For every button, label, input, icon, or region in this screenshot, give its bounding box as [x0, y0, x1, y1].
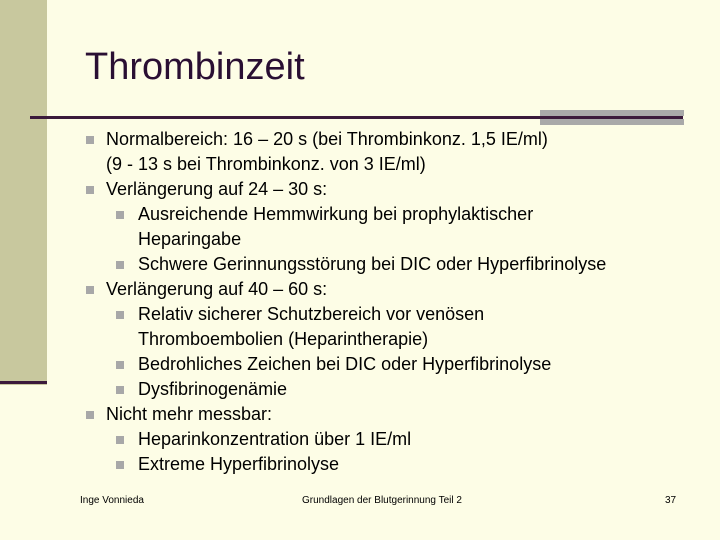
bullet-line-level-2: [86, 227, 696, 252]
bullet-text: Ausreichende Hemmwirkung bei prophylaktischer: [138, 204, 534, 224]
bullet-line-level-1: [86, 152, 696, 177]
square-bullet-icon: [116, 261, 124, 269]
bullet-line-level-2: [86, 202, 696, 227]
bullet-text: Verlängerung auf 24 – 30 s:: [106, 179, 328, 199]
bullet-line-level-2: [86, 377, 696, 402]
bullet-line-level-1: [86, 127, 696, 152]
slide-title: Thrombinzeit: [85, 46, 305, 88]
bullet-text: Normalbereich: 16 – 20 s (bei Thrombinkonz. 1,5 IE/ml): [106, 129, 548, 149]
bullet-text: (9 - 13 s bei Thrombinkonz. von 3 IE/ml): [106, 154, 426, 174]
square-bullet-icon: [116, 311, 124, 319]
side-decor-line: [0, 381, 47, 384]
bullet-line-level-1: [86, 177, 696, 202]
bullet-text: Thromboembolien (Heparintherapie): [138, 329, 429, 349]
square-bullet-icon: [116, 386, 124, 394]
footer-author: Inge Vonnieda: [80, 495, 144, 506]
bullet-text: Heparinkonzentration über 1 IE/ml: [138, 429, 412, 449]
bullet-line-level-2: [86, 302, 696, 327]
bullet-text: Dysfibrinogenämie: [138, 379, 288, 399]
bullet-text: Schwere Gerinnungsstörung bei DIC oder Hyperfibrinolyse: [138, 254, 607, 274]
bullet-line-level-2: [86, 452, 696, 477]
bullet-text: Extreme Hyperfibrinolyse: [138, 454, 340, 474]
slide-body: [86, 127, 696, 477]
bullet-line-level-2: [86, 352, 696, 377]
bullet-line-level-2: [86, 327, 696, 352]
bullet-text: Relativ sicherer Schutzbereich vor venösen: [138, 304, 485, 324]
bullet-line-level-2: [86, 252, 696, 277]
title-rule-accent-bottom: [540, 119, 684, 125]
title-rule: [30, 116, 683, 119]
square-bullet-icon: [116, 211, 124, 219]
square-bullet-icon: [86, 286, 94, 294]
bullet-text: Nicht mehr messbar:: [106, 404, 273, 424]
square-bullet-icon: [116, 436, 124, 444]
side-decor-bar: [0, 0, 47, 385]
square-bullet-icon: [116, 361, 124, 369]
bullet-line-level-2: [86, 427, 696, 452]
square-bullet-icon: [86, 136, 94, 144]
footer-course: Grundlagen der Blutgerinnung Teil 2: [302, 495, 462, 506]
square-bullet-icon: [116, 461, 124, 469]
bullet-line-level-1: [86, 402, 696, 427]
square-bullet-icon: [86, 411, 94, 419]
bullet-line-level-1: [86, 277, 696, 302]
square-bullet-icon: [86, 186, 94, 194]
bullet-text: Verlängerung auf 40 – 60 s:: [106, 279, 328, 299]
bullet-text: Heparingabe: [138, 229, 242, 249]
footer-page-number: 37: [665, 495, 677, 506]
bullet-text: Bedrohliches Zeichen bei DIC oder Hyperfibrinolyse: [138, 354, 552, 374]
